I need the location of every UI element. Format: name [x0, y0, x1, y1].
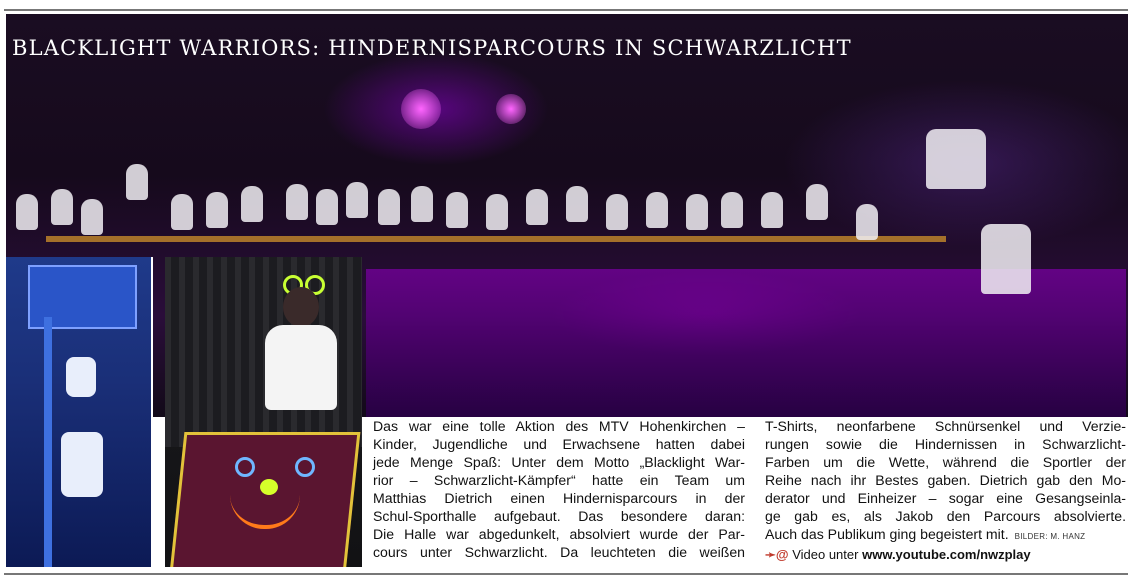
arrow-at-icon: ➛@	[765, 547, 789, 562]
photo-credit: BILDER: M. HANZ	[1014, 532, 1086, 541]
mat-nose	[260, 479, 278, 495]
text-line: Auch das Publikum ging begeistert mit.	[765, 526, 1009, 542]
text-line: Das war eine tolle Aktion des MTV Hohenkirchen –	[373, 418, 745, 434]
text-line: Farben um die Wette, während die Sportler der	[765, 454, 1126, 470]
video-url-link[interactable]: www.youtube.com/nwzplay	[862, 547, 1031, 562]
article-title: BLACKLIGHT WARRIORS: HINDERNISPARCOURS IN SCHWARZLICHT	[12, 36, 852, 60]
text-line: Schul-Sporthalle aufgebaut. Das besondere daran:	[373, 508, 745, 524]
spectator-crowd	[6, 164, 1006, 264]
bottom-rule	[4, 573, 1128, 575]
article-column-1	[373, 417, 745, 561]
video-link-line[interactable]	[765, 546, 1126, 564]
text-line-with-credit	[765, 525, 1126, 546]
text-line: cours unter Schwarzlicht. Da leuchteten die weißen	[373, 544, 745, 560]
participant-head	[283, 287, 319, 327]
inset-photo-obstacle-mat	[165, 257, 362, 567]
top-rule	[4, 9, 1128, 11]
text-line: Die Halle war abgedunkelt, absolviert wurde der Par-	[373, 526, 745, 542]
text-line: Reihe nach ihr Bestes gaben. Dietrich gab den Mo-	[765, 472, 1126, 488]
text-line: derator und Einheizer – sogar eine Gesangseinla-	[765, 490, 1126, 506]
stage-light	[496, 94, 526, 124]
child-figure	[66, 357, 96, 397]
text-line: rungen sowie die Hindernissen in Schwarzlicht-	[765, 436, 1126, 452]
text-line: Kinder, Jugendliche und Erwachsene hatten dabei	[373, 436, 745, 452]
video-prefix: Video unter	[792, 547, 859, 562]
child-figure	[61, 432, 103, 497]
text-line: T-Shirts, neonfarbene Schnürsenkel und Verzie-	[765, 418, 1126, 434]
hoop-pole	[44, 317, 52, 567]
text-line: jede Menge Spaß: Unter dem Motto „Blacklight War-	[373, 454, 745, 470]
text-line: rior – Schwarzlicht-Kämpfer“ hatte ein Team um	[373, 472, 745, 488]
text-line: ge gab es, als Jakob den Parcours absolvierte.	[765, 508, 1126, 524]
participant-shirt	[265, 325, 337, 410]
inset-photo-basketball	[6, 257, 153, 567]
article-column-2	[765, 417, 1126, 564]
mat-eye	[295, 457, 315, 477]
text-line: Matthias Dietrich einen Hindernisparcours in der	[373, 490, 745, 506]
stage-light	[401, 89, 441, 129]
mat-eye	[235, 457, 255, 477]
